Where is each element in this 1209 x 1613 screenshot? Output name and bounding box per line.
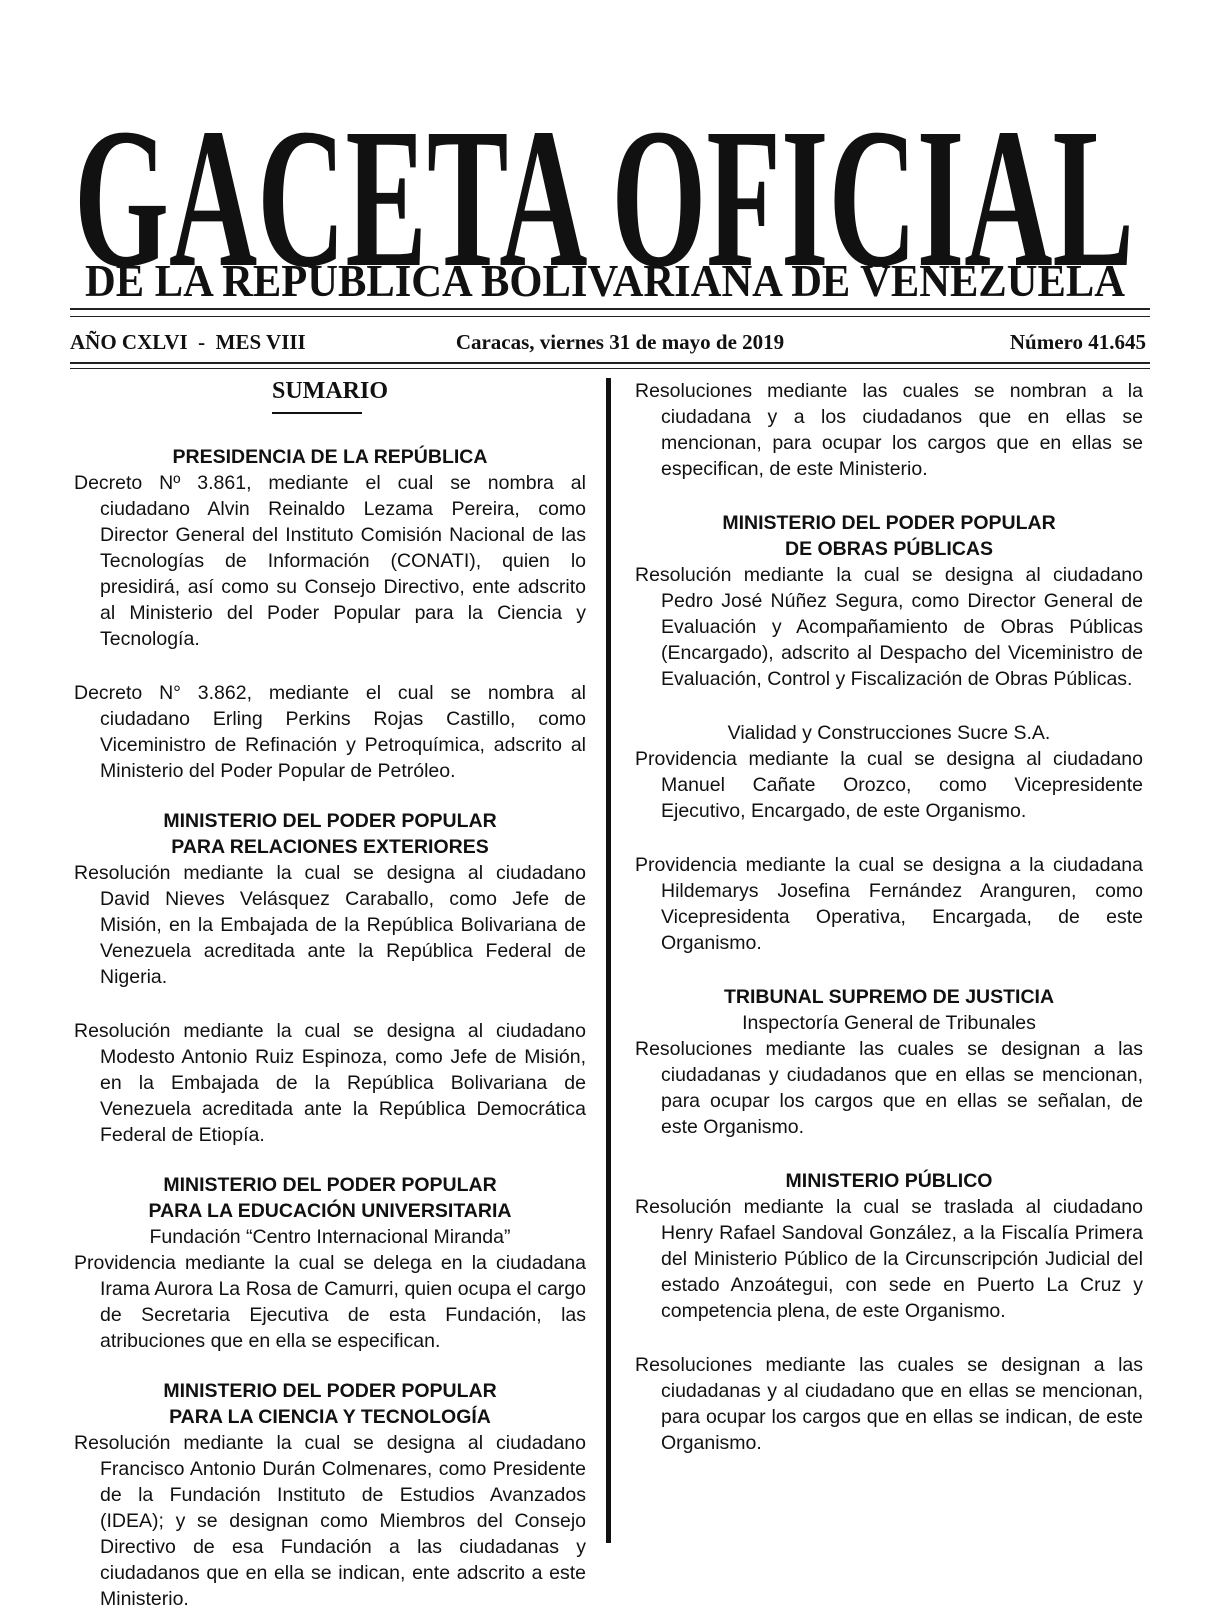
- summary-entry: Providencia mediante la cual se designa al ciudadano Manuel Cañate Orozco, como Vicepresidente Ejecutivo, Encargado, de este Organismo.: [635, 748, 1143, 822]
- section-heading: PARA RELACIONES EXTERIORES: [171, 836, 489, 858]
- section-heading: MINISTERIO DEL PODER POPULAR: [722, 512, 1056, 534]
- section-subheading: Fundación “Centro Internacional Miranda”: [149, 1226, 511, 1248]
- section-heading: MINISTERIO DEL PODER POPULAR: [163, 1174, 497, 1196]
- summary-entry: Resolución mediante la cual se designa al ciudadano Modesto Antonio Ruiz Espinoza, como Jefe de Misión, en la Embajada de la República Bolivariana de Venezuela acreditada ante la República Democrática Federal de Etiopía.: [74, 1020, 586, 1146]
- section-subheading: Vialidad y Construcciones Sucre S.A.: [727, 722, 1051, 744]
- gazette-subtitle: DE LA REPÚBLICA BOLIVARIANA DE VENEZUELA: [85, 255, 1125, 306]
- issue-number: Número 41.645: [1009, 330, 1146, 354]
- section-heading: PRESIDENCIA DE LA REPÚBLICA: [172, 446, 488, 468]
- section-heading: TRIBUNAL SUPREMO DE JUSTICIA: [723, 986, 1055, 1008]
- section-heading: PARA LA CIENCIA Y TECNOLOGÍA: [169, 1406, 491, 1428]
- summary-entry: Providencia mediante la cual se delega en la ciudadana Irama Aurora La Rosa de Camurri, quien ocupa el cargo de Secretaria Ejecutiva de esta Fundación, las atribuciones que en ella se especifican.: [74, 1252, 586, 1352]
- sumario-text: SUMARIO: [271, 378, 388, 404]
- section-heading: DE OBRAS PÚBLICAS: [784, 538, 994, 560]
- sumario-underline: [272, 412, 362, 414]
- left-column: [74, 378, 586, 1612]
- summary-entry: Decreto Nº 3.861, mediante el cual se nombra al ciudadano Alvin Reinaldo Lezama Pereira, como Director General del Instituto Comisión Nacional de las Tecnologías de Información (CONATI), quien lo presidirá, así como su Consejo Directivo, ente adscrito al Ministerio del Poder Popular para la Ciencia y Tecnología.: [74, 472, 586, 650]
- column-divider: [606, 378, 611, 1543]
- masthead-title: [0, 60, 1209, 280]
- masthead-subtitle: [68, 248, 1142, 310]
- sumario-heading: [74, 378, 586, 418]
- section-subheading: Inspectoría General de Tribunales: [742, 1012, 1036, 1034]
- summary-entry: Resolución mediante la cual se designa al ciudadano Francisco Antonio Durán Colmenares, como Presidente de la Fundación Instituto de Estudios Avanzados (IDEA); y se designan como Miembros del Consejo Directivo de esa Fundación a las ciudadanas y ciudadanos que en ella se indican, ente adscrito a este Ministerio.: [74, 1432, 586, 1610]
- year-month: AÑO CXLVI - MES VIII: [70, 330, 306, 354]
- right-column: [635, 378, 1143, 1456]
- issue-info-bar: [70, 330, 1150, 360]
- section-heading: MINISTERIO DEL PODER POPULAR: [163, 1380, 497, 1402]
- summary-entry: Resolución mediante la cual se designa al ciudadano David Nieves Velásquez Caraballo, como Jefe de Misión, en la Embajada de la República Bolivariana de Venezuela acreditada ante la República Federal de Nigeria.: [74, 862, 586, 988]
- gazette-title: GACETA OFICIAL: [74, 88, 1134, 280]
- summary-entry: Providencia mediante la cual se designa a la ciudadana Hildemarys Josefina Fernández Aranguren, como Vicepresidenta Operativa, Encargada, de este Organismo.: [635, 854, 1143, 954]
- summary-entry: Resolución mediante la cual se designa al ciudadano Pedro José Núñez Segura, como Director General de Evaluación y Acompañamiento de Obras Públicas (Encargado), adscrito al Despacho del Viceministro de Evaluación, Control y Fiscalización de Obras Públicas.: [635, 564, 1143, 690]
- summary-entry: Decreto N° 3.862, mediante el cual se nombra al ciudadano Erling Perkins Rojas Castillo, como Viceministro de Refinación y Petroquímica, adscrito al Ministerio del Poder Popular de Petróleo.: [74, 682, 586, 782]
- info-rule-2: [70, 368, 1150, 369]
- summary-entry: Resoluciones mediante las cuales se designan a las ciudadanas y ciudadanos que en ellas se mencionan, para ocupar los cargos que en ellas se señalan, de este Organismo.: [635, 1038, 1143, 1138]
- summary-entry: Resoluciones mediante las cuales se nombran a la ciudadana y a los ciudadanos que en ellas se mencionan, para ocupar los cargos que en ellas se especifican, de este Ministerio.: [635, 380, 1143, 480]
- summary-entry: Resolución mediante la cual se traslada al ciudadano Henry Rafael Sandoval González, a la Fiscalía Primera del Ministerio Público de la Circunscripción Judicial del estado Anzoátegui, con sede en Puerto La Cruz y competencia plena, de este Organismo.: [635, 1196, 1143, 1322]
- section-heading: PARA LA EDUCACIÓN UNIVERSITARIA: [148, 1200, 512, 1222]
- place-date: Caracas, viernes 31 de mayo de 2019: [455, 330, 785, 354]
- section-heading: MINISTERIO DEL PODER POPULAR: [163, 810, 497, 832]
- header-rule-top: [70, 308, 1150, 310]
- header-rule-thin: [70, 316, 1150, 317]
- section-heading: MINISTERIO PÚBLICO: [785, 1170, 993, 1192]
- info-rule-1: [70, 362, 1150, 364]
- summary-entry: Resoluciones mediante las cuales se designan a las ciudadanas y al ciudadano que en ellas se mencionan, para ocupar los cargos que en ellas se indican, de este Organismo.: [635, 1354, 1143, 1454]
